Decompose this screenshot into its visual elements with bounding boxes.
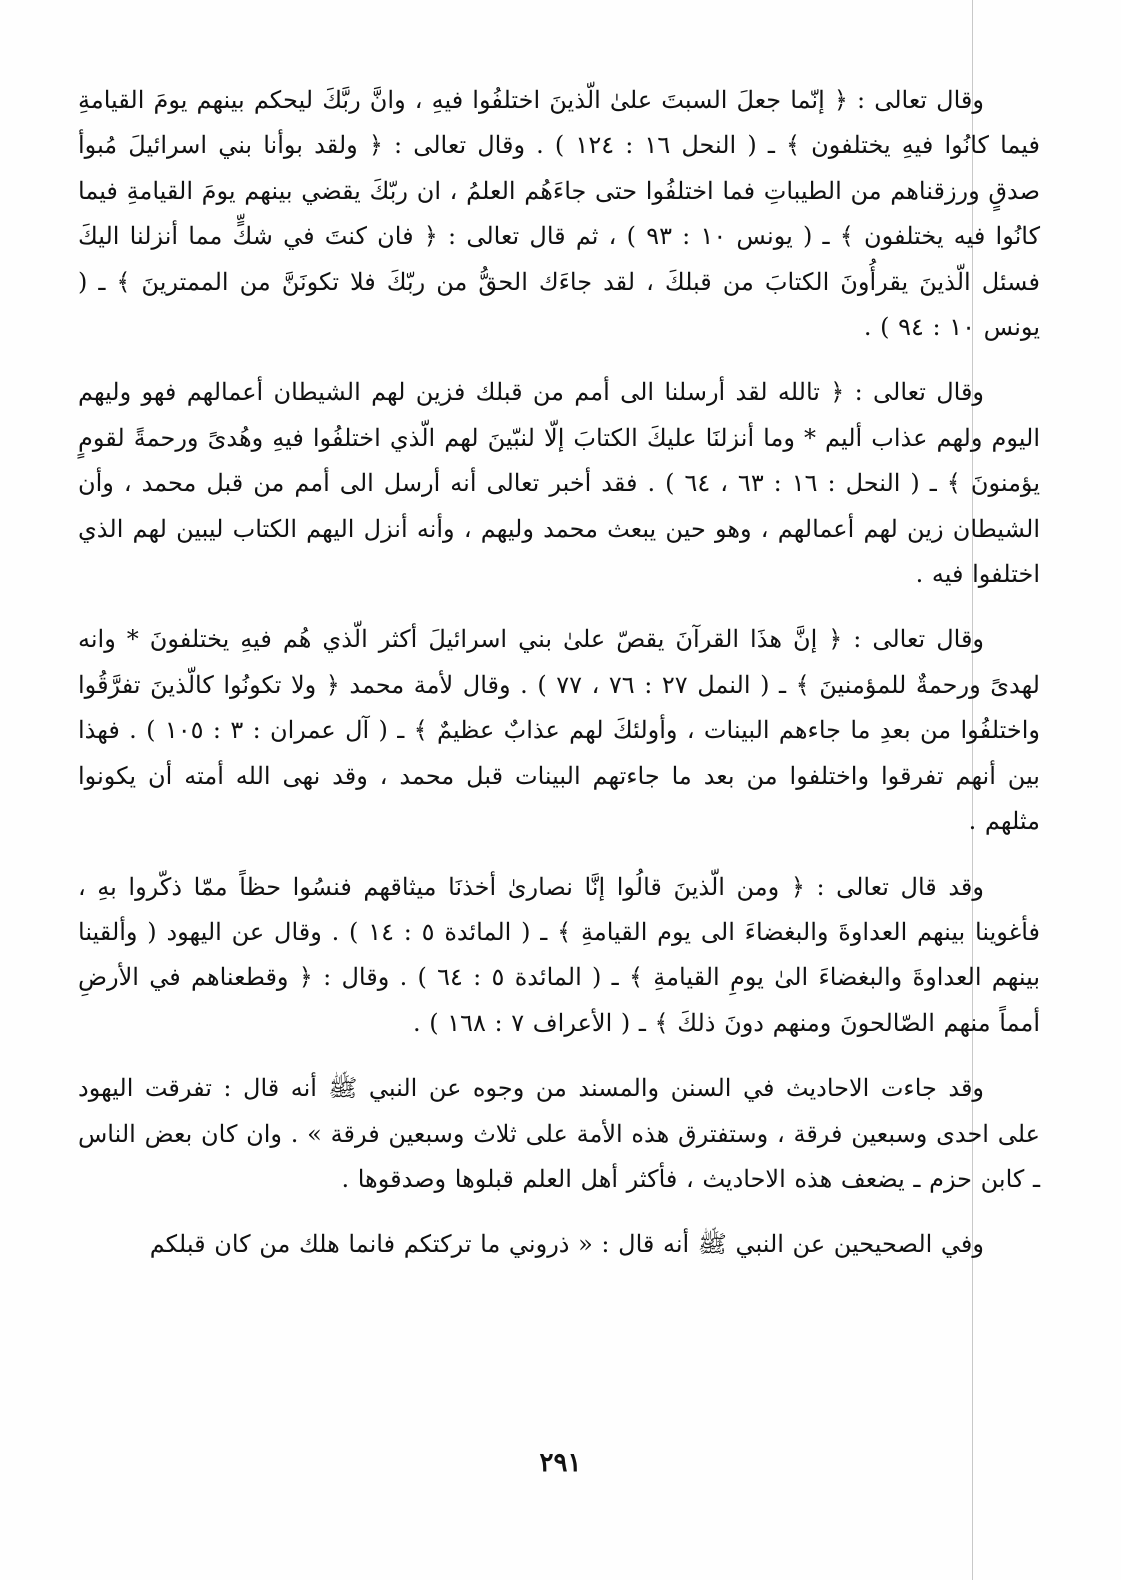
paragraph-3: وقال تعالى : ﴿ إنَّ هذَا القرآنَ يقصّ علىٰ بني اسرائيلَ أكثر الّذي هُم فيهِ يختلفونَ * وانه لهدىً ورحمةٌ للمؤمنينَ ﴾ ـ ( النمل ٢٧ : ٧٦ ، ٧٧ ) . وقال لأمة محمد ﴿ ولا تكونُوا كالّذينَ تفرَّقُوا واختلفُوا من بعدِ ما جاءهم البينات ، وأولئكَ لهم عذابٌ عظيمٌ ﴾ ـ ( آل عمران : ٣ : ١٠٥ ) . فهذا بين أنهم تفرقوا واختلفوا من بعد ما جاءتهم البينات قبل محمد ، وقد نهى الله أمته أن يكونوا مثلهم . (78, 625, 1041, 836)
paragraph-6: وفي الصحيحين عن النبي ﷺ أنه قال : « ذروني ما تركتكم فانما هلك من كان قبلكم (149, 1230, 984, 1259)
paragraph-2: وقال تعالى : ﴿ تالله لقد أرسلنا الى أمم من قبلك فزين لهم الشيطان أعمالهم فهو وليهم اليوم ولهم عذاب أليم * وما أنزلنَا عليكَ الكتابَ إلّا لنبّينَ لهم الّذي اختلفُوا فيهِ وهُدىً ورحمةً لقومٍ يؤمنونَ ﴾ ـ ( النحل : ١٦ : ٦٣ ، ٦٤ ) . فقد أخبر تعالى أنه أرسل الى أمم من قبل محمد ، وأن الشيطان زين لهم أعمالهم ، وهو حين يبعث محمد وليهم ، وأنه أنزل اليهم الكتاب ليبين لهم الذي اختلفوا فيه . (78, 378, 1041, 589)
paragraph-5: وقد جاءت الاحاديث في السنن والمسند من وجوه عن النبي ﷺ أنه قال : تفرقت اليهود على احدى وسبعين فرقة ، وستفترق هذه الأمة على ثلاث وسبعين فرقة » . وان كان بعض الناس ـ كابن حزم ـ يضعف هذه الاحاديث ، فأكثر أهل العلم قبلوها وصدقوها . (78, 1074, 1040, 1193)
paragraph-4: وقد قال تعالى : ﴿ ومن الّذينَ قالُوا إنَّا نصارىٰ أخذنَا ميثاقهم فنسُوا حظاً ممّا ذكّروا بهِ ، فأغوينا بينهم العداوةَ والبغضاءَ الى يوم القيامةِ ﴾ ـ ( المائدة ٥ : ١٤ ) . وقال عن اليهود ( وألقينا بينهم العداوةَ والبغضاءَ الىٰ يومِ القيامةِ ﴾ ـ ( المائدة ٥ : ٦٤ ) . وقال : ﴿ وقطعناهم في الأرضِ أمماً منهم الصّالحونَ ومنهم دونَ ذلكَ ﴾ ـ ( الأعراف ٧ : ١٦٨ ) . (78, 872, 1040, 1037)
page-body-text (78, 78, 1040, 1288)
page-number: ٢٩١ (539, 1448, 582, 1478)
paragraph-1: وقال تعالى : ﴿ إنّما جعلَ السبتَ علىٰ الّذينَ اختلفُوا فيهِ ، وانَّ ربَّكَ ليحكم بينهم يومَ القيامةِ فيما كانُوا فيهِ يختلفون ﴾ ـ ( النحل ١٦ : ١٢٤ ) . وقال تعالى : ﴿ ولقد بوأنا بني اسرائيلَ مُبوأ صدقٍ ورزقناهم من الطيباتِ فما اختلفُوا حتى جاءَهُم العلمُ ، ان ربّكَ يقضي بينهم يومَ القيامةِ فيما كانُوا فيه يختلفون ﴾ ـ ( يونس ١٠ : ٩٣ ) ، ثم قال تعالى : ﴿ فان كنتَ في شكٍّ مما أنزلنا اليكَ فسئل الّذينَ يقرأُونَ الكتابَ من قبلكَ ، لقد جاءَك الحقُّ من ربّكَ فلا تكونَنَّ من الممترينَ ﴾ ـ ( يونس ١٠ : ٩٤ ) . (78, 86, 1041, 342)
